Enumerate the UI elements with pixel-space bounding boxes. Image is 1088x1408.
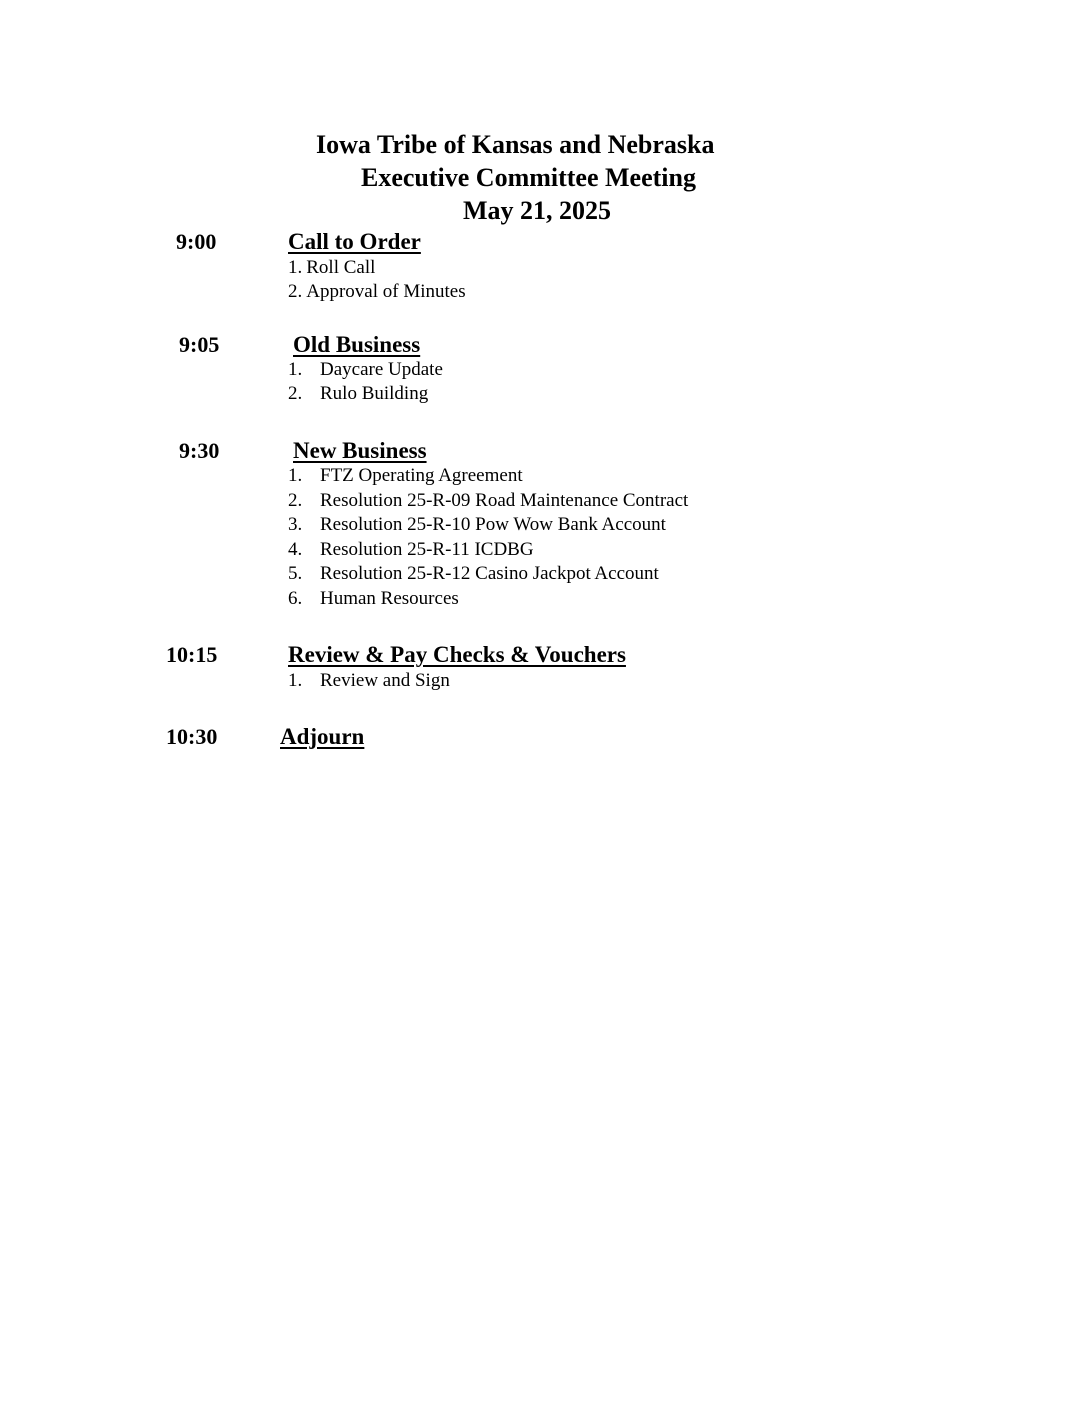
- agenda-time: 9:00: [176, 229, 217, 254]
- list-item: [288, 358, 443, 382]
- list-item-number: 1.: [288, 670, 303, 691]
- list-item-number: 3.: [288, 514, 303, 535]
- list-item-text: Review and Sign: [320, 670, 450, 691]
- section-heading-new-business: New Business: [293, 438, 427, 463]
- agenda-time: 10:15: [166, 642, 218, 667]
- list-item: [288, 280, 466, 304]
- list-item-text: FTZ Operating Agreement: [320, 465, 523, 486]
- list-item-text: Roll Call: [306, 257, 376, 278]
- list-item-number: 1.: [288, 359, 303, 380]
- list-item: [288, 489, 688, 513]
- list-item-number: 1.: [288, 257, 303, 278]
- list-item-text: Daycare Update: [320, 359, 443, 380]
- section-heading-call-to-order: Call to Order: [288, 229, 421, 254]
- list-item-text: Resolution 25-R-09 Road Maintenance Contract: [320, 490, 689, 511]
- list-item: [288, 382, 428, 406]
- organization-title: Iowa Tribe of Kansas and Nebraska: [316, 130, 715, 159]
- list-item: [288, 513, 666, 537]
- list-item-text: Approval of Minutes: [306, 281, 466, 302]
- agenda-time: 9:05: [179, 332, 220, 357]
- list-item-number: 2.: [288, 281, 303, 302]
- list-item: [288, 256, 375, 280]
- list-item: [288, 562, 659, 586]
- list-item: [288, 587, 459, 611]
- list-item: [288, 538, 534, 562]
- agenda-time: 9:30: [179, 438, 220, 463]
- list-item: [288, 464, 523, 488]
- meeting-date: May 21, 2025: [463, 196, 612, 225]
- list-item-text: Rulo Building: [320, 383, 429, 404]
- section-heading-adjourn: Adjourn: [280, 724, 365, 749]
- list-item-number: 6.: [288, 588, 303, 609]
- list-item-number: 4.: [288, 539, 303, 560]
- list-item-number: 2.: [288, 383, 303, 404]
- list-item-text: Resolution 25-R-11 ICDBG: [320, 539, 534, 560]
- list-item-number: 1.: [288, 465, 303, 486]
- meeting-title: Executive Committee Meeting: [361, 163, 696, 192]
- list-item: [288, 669, 450, 693]
- agenda-time: 10:30: [166, 724, 218, 749]
- section-heading-review-pay: Review & Pay Checks & Vouchers: [288, 642, 626, 667]
- list-item-text: Resolution 25-R-12 Casino Jackpot Account: [320, 563, 659, 584]
- list-item-text: Human Resources: [320, 588, 459, 609]
- list-item-number: 2.: [288, 490, 303, 511]
- list-item-text: Resolution 25-R-10 Pow Wow Bank Account: [320, 514, 666, 535]
- section-heading-old-business: Old Business: [293, 332, 421, 357]
- list-item-number: 5.: [288, 563, 303, 584]
